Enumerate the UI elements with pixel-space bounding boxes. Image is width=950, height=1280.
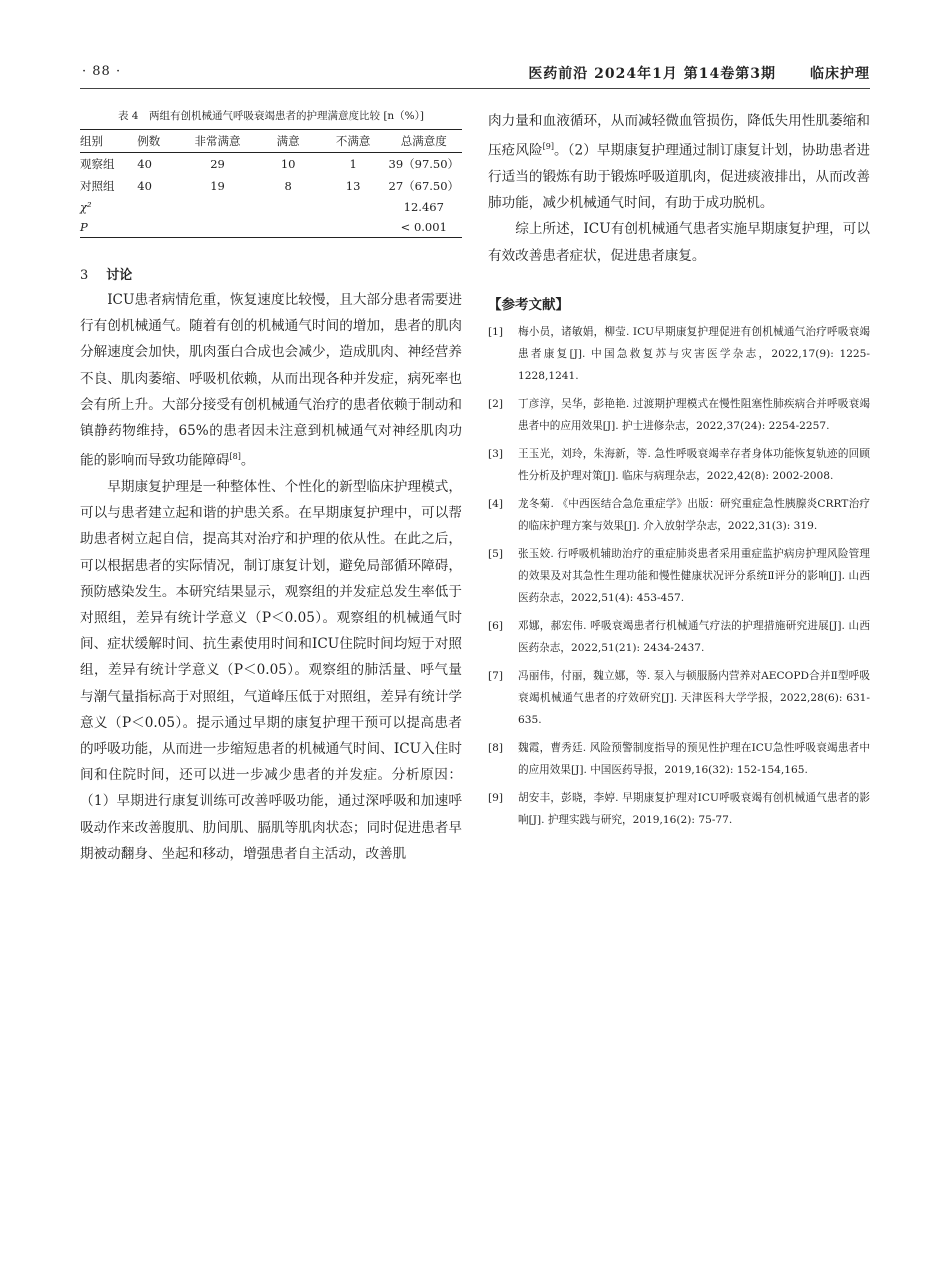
table-cell: 1 [349,157,357,171]
list-item [488,737,870,781]
table-header-cell: 总满意度 [386,130,462,153]
citation: [8] [229,452,241,462]
table-row [80,217,462,238]
list-item [488,615,870,659]
list-item [488,393,870,437]
reference-number: [3] [488,447,504,460]
reference-number: [9] [488,791,504,804]
table-cell: 10 [280,157,296,171]
list-item [488,443,870,487]
table-cell: 40 [137,179,152,193]
table-cell: 40 [137,157,152,171]
table-cell: < 0.001 [386,217,462,238]
journal-info: 医药前沿 2024年1月 第14卷第3期 [528,66,776,82]
references-title: 【参考文献】 [488,296,569,313]
reference-list [488,321,870,831]
running-header [528,63,870,83]
section-number: 3 [80,268,89,283]
table-header-row [80,130,462,153]
list-item [488,543,870,609]
list-item [488,665,870,731]
table-cell: 19 [210,179,225,193]
table-cell: P [80,217,137,238]
table-cell [321,217,386,238]
table-cell: 8 [284,179,292,193]
reference-number: [5] [488,547,504,560]
table-cell: 29 [210,157,225,171]
reference-text: 龙冬菊. 《中西医结合急危重症学》出版：研究重症急性胰腺炎CRRT治疗的临床护理方案与效果[J]. 介入放射学杂志，2022,31(3): 319. [518,497,870,532]
paragraph-text: ICU患者病情危重，恢复速度比较慢，且大部分患者需要进行有创机械通气。随着有创的机械通气时间的增加，患者的肌肉分解速度会加快，肌肉蛋白合成也会减少，造成肌肉、神经营养不良、肌肉萎缩、呼吸机依赖，从而出现各种并发症，病死率也会有所上升。大部分接受有创机械通气治疗的患者依赖于制动和镇静药物维持，65%的患者因未注意到机械通气对神经肌肉功能的影响而导致功能障碍 [80,292,462,469]
reference-text: 丁彦淳，吴华，彭艳艳. 过渡期护理模式在慢性阻塞性肺疾病合并呼吸衰竭患者中的应用效果[J]. 护士进修杂志，2022,37(24): 2254-2257. [518,397,870,432]
paragraph: 早期康复护理是一种整体性、个性化的新型临床护理模式，可以与患者建立起和谐的护患关系。在早期康复护理中，可以帮助患者树立起自信，提高其对治疗和护理的依从性。在此之后，可以根据患者的实际情况，制订康复计划，避免局部循环障碍，预防感染发生。本研究结果显示，观察组的并发症总发生率低于对照组，差异有统计学意义（P＜0.05）。观察组的机械通气时间、症状缓解时间、抗生素使用时间和ICU住院时间均短于对照组，差异有统计学意义（P＜0.05）。观察组的肺活量、呼气量与潮气量指标高于对照组，气道峰压低于对照组，差异有统计学意义（P＜0.05）。提示通过早期的康复护理干预可以提高患者的呼吸功能，从而进一步缩短患者的机械通气时间、ICU入住时间和住院时间，还可以进一步减少患者的并发症。分析原因：（1）早期进行康复训练可改善呼吸功能，通过深呼吸和加速呼吸动作来改善腹肌、肋间肌、膈肌等肌肉状态；同时促进患者早期被动翻身、坐起和移动，增强患者自主活动，改善肌 [80,478,462,862]
table-cell: 27（67.50） [388,179,460,193]
table-cell: 对照组 [80,179,115,193]
table-cell: χ² [80,200,92,214]
list-item [488,493,870,537]
header-rule [80,88,870,89]
table-cell [256,217,321,238]
reference-number: [2] [488,397,504,410]
paragraph-text: 。 [240,452,255,469]
reference-text: 梅小员，诸敏娟，柳莹. ICU早期康复护理促进有创机械通气治疗呼吸衰竭患者康复[J]. 中国急救复苏与灾害医学杂志，2022,17(9): 1225-1228,1241. [518,325,870,382]
section-name: 临床护理 [810,66,870,82]
right-column [488,108,870,837]
citation: [9] [542,142,554,152]
paragraph: 综上所述，ICU有创机械通气患者实施早期康复护理，可以有效改善患者症状，促进患者康复。 [488,221,870,264]
reference-text: 冯丽伟，付丽，魏立娜，等. 泵入与顿服肠内营养对AECOPD合并Ⅱ型呼吸衰竭机械通气患者的疗效研究[J]. 天津医科大学学报，2022,28(6): 631-635. [518,669,870,726]
reference-text: 王玉光，刘玲，朱海新，等. 急性呼吸衰竭幸存者身体功能恢复轨迹的回顾性分析及护理对策[J]. 临床与病理杂志，2022,42(8): 2002-2008. [518,447,870,482]
reference-number: [8] [488,741,504,754]
list-item [488,787,870,831]
table-cell [137,197,179,217]
paragraph [488,108,870,216]
table-row [80,197,462,217]
page-number: · 88 · [82,64,122,79]
table-header-cell: 组别 [80,130,137,153]
table-cell: 12.467 [403,200,444,214]
table-caption: 表 4 两组有创机械通气呼吸衰竭患者的护理满意度比较 [n（%）] [117,110,425,122]
left-column [80,108,462,867]
reference-number: [7] [488,669,504,682]
section-heading [80,264,462,283]
paragraph [80,287,462,474]
table-cell [321,197,386,217]
paragraph-text: 。（2）早期康复护理通过制订康复计划，协助患者进行适当的锻炼有助于锻炼呼吸道肌肉，促进痰液排出，从而改善肺功能，减少机械通气时间，有助于成功脱机。 [488,142,871,212]
table-header-cell: 非常满意 [179,130,255,153]
table-row [80,153,462,176]
table-cell: 13 [345,179,361,193]
table-row [80,175,462,197]
table-cell [179,197,255,217]
reference-number: [6] [488,619,504,632]
table-cell [179,217,255,238]
paragraph-text: 肉力量和血液循环，从而减轻微血管损伤，降低失用性肌萎缩和压疮风险 [488,113,870,159]
table-header-cell: 例数 [137,130,179,153]
table-cell: 观察组 [80,157,115,171]
satisfaction-table [80,129,462,238]
list-item [488,321,870,387]
table-cell [137,217,179,238]
table-cell [256,197,321,217]
table-cell: 39（97.50） [388,157,460,171]
reference-text: 胡安丰，彭晓，李婷. 早期康复护理对ICU呼吸衰竭有创机械通气患者的影响[J]. 护理实践与研究，2019,16(2): 75-77. [518,791,870,826]
reference-text: 张玉姣. 行呼吸机辅助治疗的重症肺炎患者采用重症监护病房护理风险管理的效果及对其急性生理功能和慢性健康状况评分系统Ⅱ评分的影响[J]. 山西医药杂志，2022,51(4): 453-457. [518,547,870,604]
section-title: 讨论 [106,268,133,283]
reference-number: [1] [488,325,504,338]
reference-number: [4] [488,497,504,510]
table-header-cell: 不满意 [321,130,386,153]
reference-text: 邓娜，郝宏伟. 呼吸衰竭患者行机械通气疗法的护理措施研究进展[J]. 山西医药杂志，2022,51(21): 2434-2437. [518,619,870,654]
table-header-cell: 满意 [256,130,321,153]
reference-text: 魏霞，曹秀廷. 风险预警制度指导的预见性护理在ICU急性呼吸衰竭患者中的应用效果[J]. 中国医药导报，2019,16(32): 152-154,165. [518,741,870,776]
